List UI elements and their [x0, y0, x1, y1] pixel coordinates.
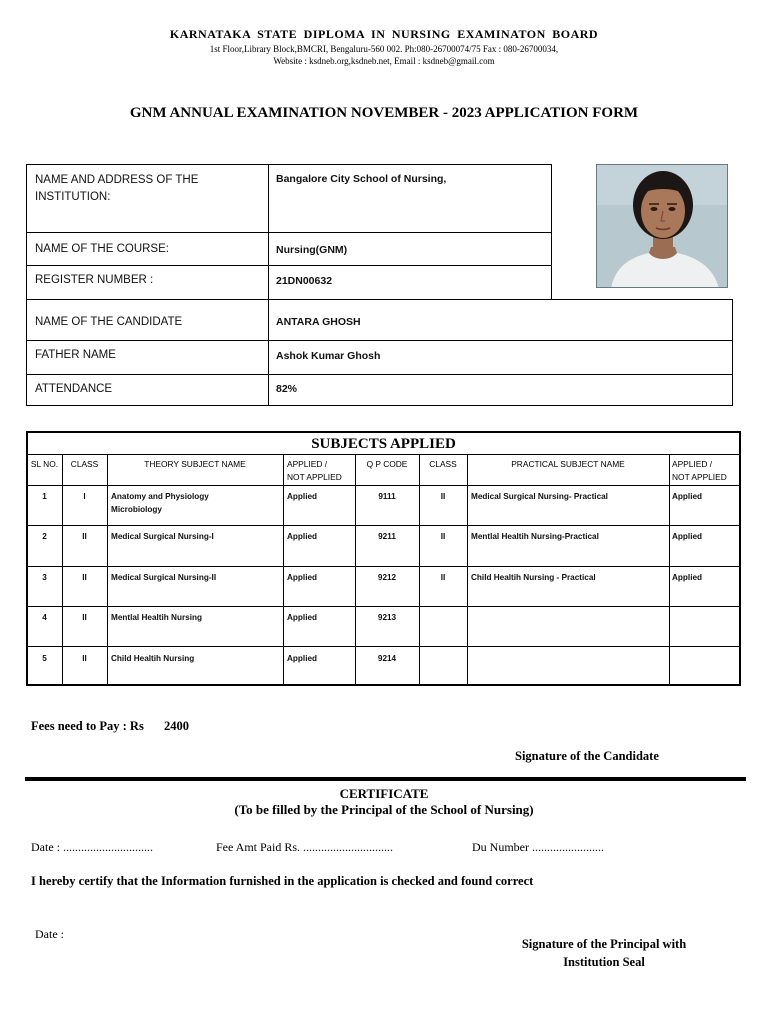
row-practical-class: II — [440, 573, 446, 582]
form-title: GNM ANNUAL EXAMINATION NOVEMBER - 2023 APPLICATION FORM — [129, 105, 639, 121]
row-applied: Applied — [287, 573, 318, 582]
person-photo-icon — [597, 165, 728, 288]
row-theory-line1: Medical Surgical Nursing-II — [111, 573, 217, 582]
row-theory-line1: Anatomy and Physiology — [111, 492, 209, 501]
certify-statement: I hereby certify that the Information furnished in the application is checked and found correct — [31, 874, 534, 888]
row-qp-code: 9111 — [378, 492, 396, 501]
certificate-subtitle: (To be filled by the Principal of the School of Nursing) — [234, 802, 534, 817]
row-theory-line1: Medical Surgical Nursing-I — [111, 532, 214, 541]
row-sl: 5 — [42, 654, 47, 663]
attendance-label: ATTENDANCE — [35, 383, 113, 395]
row-practical-subject: Mentlal Healtih Nursing-Practical — [471, 532, 599, 541]
row-theory-line2: Microbiology — [111, 505, 162, 514]
candidate-signature-label: Signature of the Candidate — [515, 749, 659, 763]
row-practical-subject: Medical Surgical Nursing- Practical — [471, 492, 608, 501]
register-number-label: REGISTER NUMBER : — [35, 274, 154, 286]
row-class: I — [83, 492, 86, 501]
row-class: II — [82, 613, 87, 622]
certificate-date-field: Date : .............................. — [31, 840, 153, 854]
row-class: II — [82, 532, 87, 541]
row-applied: Applied — [287, 613, 318, 622]
candidate-name-label: NAME OF THE CANDIDATE — [35, 316, 183, 328]
candidate-photo — [596, 164, 728, 288]
row-theory-line1: Child Healtih Nursing — [111, 654, 195, 663]
du-number-field: Du Number ........................ — [472, 840, 604, 854]
row-sl: 4 — [42, 613, 47, 622]
row-class: II — [82, 573, 87, 582]
fees-label: Fees need to Pay : Rs — [31, 719, 144, 733]
row-practical-subject: Child Healtih Nursing - Practical — [471, 573, 596, 582]
row-practical-applied: Applied — [672, 532, 703, 541]
row-theory-line1: Mentlal Healtih Nursing — [111, 613, 202, 622]
course-label: NAME OF THE COURSE: — [35, 243, 169, 255]
row-practical-class: II — [440, 492, 446, 501]
header-practical-applied-line1: APPLIED / — [672, 459, 713, 469]
header-sl-no: SL NO. — [30, 459, 59, 469]
certificate-title: CERTIFICATE — [339, 786, 429, 801]
header-applied-line2: NOT APPLIED — [287, 472, 342, 482]
section-divider — [25, 777, 746, 781]
header-practical-applied-line2: NOT APPLIED — [672, 472, 727, 482]
board-address-line2: Website : ksdneb.org,ksdneb.net, Email : ksdneb@gmail.com — [273, 56, 495, 66]
subjects-title: SUBJECTS APPLIED — [311, 436, 456, 452]
row-practical-applied: Applied — [672, 573, 703, 582]
attendance-value: 82% — [276, 383, 298, 395]
row-sl: 1 — [42, 492, 47, 501]
row-qp-code: 9214 — [377, 654, 397, 663]
header-applied-line1: APPLIED / — [287, 459, 328, 469]
row-class: II — [82, 654, 87, 663]
principal-signature-line2: Institution Seal — [563, 955, 645, 969]
header-practical-class: CLASS — [429, 459, 457, 469]
institution-value: Bangalore City School of Nursing, — [276, 173, 447, 185]
header-qp-code: Q P CODE — [366, 459, 408, 469]
board-address-line1: 1st Floor,Library Block,BMCRI, Bengaluru-560 002. Ph:080-26700074/75 Fax : 080-26700034, — [209, 44, 559, 54]
row-practical-class: II — [440, 532, 446, 541]
row-applied: Applied — [287, 532, 318, 541]
principal-date-field: Date : — [35, 927, 64, 941]
row-applied: Applied — [287, 654, 318, 663]
course-value: Nursing(GNM) — [276, 244, 348, 256]
board-name: KARNATAKA STATE DIPLOMA IN NURSING EXAMINATON BOARD — [169, 27, 599, 41]
institution-label: NAME AND ADDRESS OF THE INSTITUTION: — [35, 174, 199, 203]
fee-amount-paid-field: Fee Amt Paid Rs. .............................. — [216, 840, 394, 854]
fees-amount: 2400 — [164, 719, 189, 733]
row-qp-code: 9213 — [377, 613, 397, 622]
header-class: CLASS — [70, 459, 99, 469]
register-number-value: 21DN00632 — [276, 275, 333, 287]
header-applied — [287, 458, 355, 484]
header-practical-subject: PRACTICAL SUBJECT NAME — [511, 459, 625, 469]
principal-signature-line1: Signature of the Principal with — [521, 937, 687, 951]
header-practical-applied — [672, 458, 740, 484]
father-name-value: Ashok Kumar Ghosh — [276, 350, 381, 362]
row-applied: Applied — [287, 492, 318, 501]
row-qp-code: 9212 — [377, 573, 397, 582]
row-sl: 2 — [42, 532, 47, 541]
candidate-name-value: ANTARA GHOSH — [276, 316, 361, 328]
row-qp-code: 9211 — [378, 532, 396, 541]
header-theory-subject: THEORY SUBJECT NAME — [144, 459, 246, 469]
row-sl: 3 — [42, 573, 47, 582]
father-name-label: FATHER NAME — [35, 349, 116, 361]
row-practical-applied: Applied — [672, 492, 703, 501]
